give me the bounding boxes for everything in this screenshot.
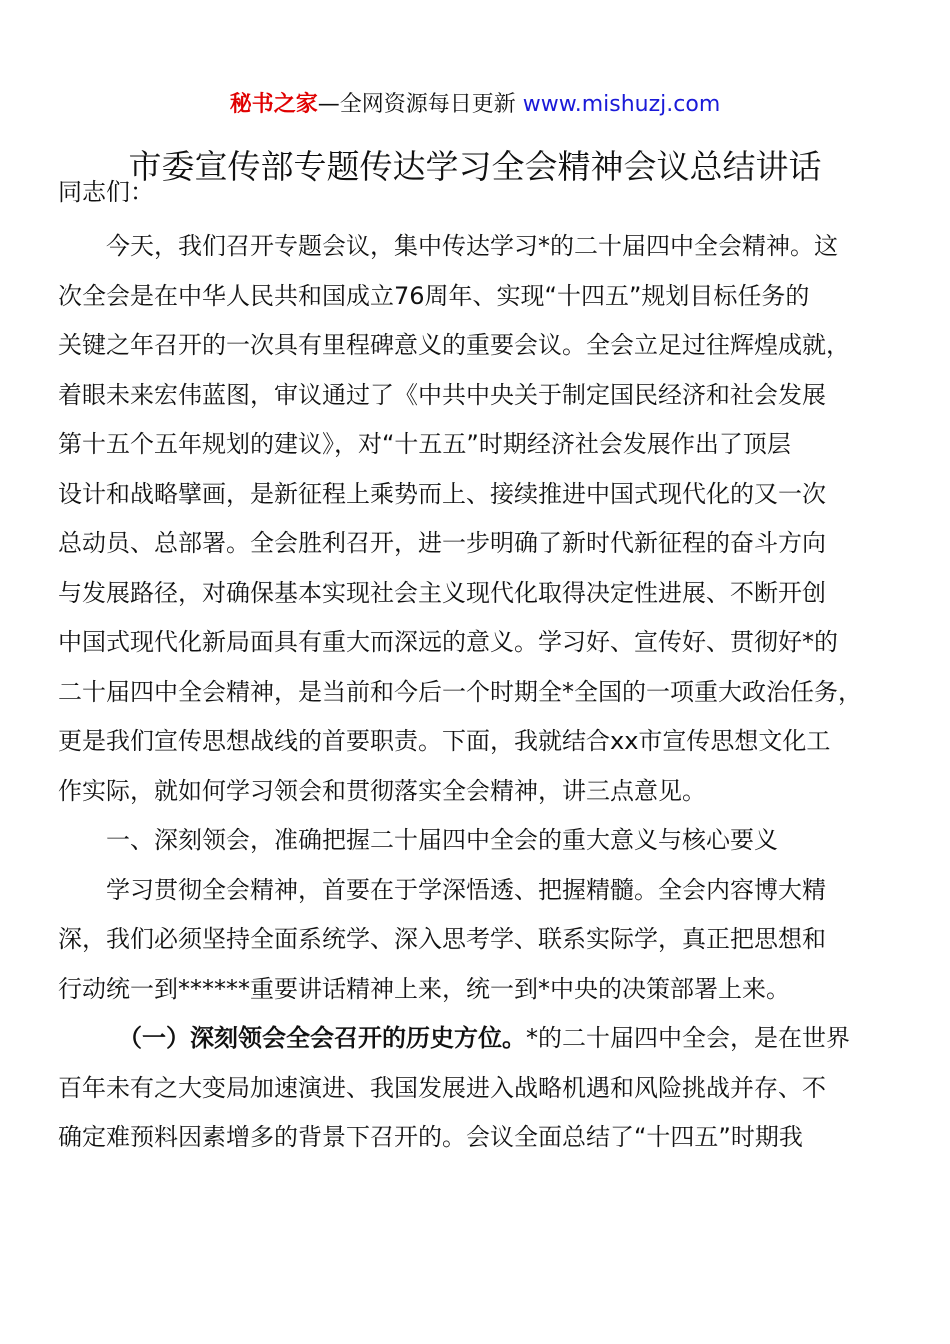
- document-body: [58, 170, 894, 1163]
- paragraph-line: 二十届四中全会精神，是当前和今后一个时期全*全国的一项重大政治任务，: [58, 677, 862, 706]
- site-header: [0, 88, 950, 122]
- paragraph-line: 次全会是在中华人民共和国成立76周年、实现“十四五”规划目标任务的: [58, 281, 810, 310]
- paragraph-line: 百年未有之大变局加速演进、我国发展进入战略机遇和风险挑战并存、不: [58, 1073, 826, 1102]
- paragraph-line: 设计和战略擘画，是新征程上乘势而上、接续推进中国式现代化的又一次: [58, 479, 826, 508]
- document-title: 市委宣传部专题传达学习全会精神会议总结讲话: [128, 147, 822, 186]
- paragraph-line: 今天，我们召开专题会议，集中传达学习*的二十届四中全会精神。这: [106, 232, 838, 260]
- paragraph-line: 第十五个五年规划的建议》，对“十五五”时期经济社会发展作出了顶层: [58, 430, 791, 458]
- paragraph-line: 行动统一到******重要讲话精神上来，统一到*中央的决策部署上来。: [58, 974, 790, 1003]
- paragraph-line: 深，我们必须坚持全面系统学、深入思考学、联系实际学，真正把思想和: [58, 925, 826, 953]
- site-tagline: —全网资源每日更新: [317, 92, 516, 117]
- paragraph-line: 总动员、总部署。全会胜利召开，进一步明确了新时代新征程的奋斗方向: [58, 529, 826, 557]
- paragraph-line: 关键之年召开的一次具有里程碑意义的重要会议。全会立足过往辉煌成就，: [58, 331, 850, 359]
- paragraph-line: 更是我们宣传思想战线的首要职责。下面，我就结合xx市宣传思想文化工: [58, 727, 831, 755]
- paragraph-line: 学习贯彻全会精神，首要在于学深悟透、把握精髓。全会内容博大精: [106, 875, 826, 904]
- site-brand: 秘书之家: [229, 92, 318, 117]
- subsection-paragraph-first-line: [58, 1014, 894, 1064]
- subsection-text: *的二十届四中全会，是在世界: [526, 1024, 850, 1052]
- paragraph-line: 作实际，就如何学习领会和贯彻落实全会精神，讲三点意见。: [58, 776, 706, 805]
- site-url-link[interactable]: www.mishuzj.com: [522, 92, 721, 117]
- paragraph-line: 与发展路径，对确保基本实现社会主义现代化取得决定性进展、不断开创: [58, 578, 826, 607]
- salutation: 同志们：: [58, 178, 154, 206]
- paragraph-line: 着眼未来宏伟蓝图，审议通过了《中共中央关于制定国民经济和社会发展: [58, 380, 826, 409]
- subsection-heading: （一）深刻领会全会召开的历史方位。: [118, 1024, 526, 1052]
- section-heading: 一、深刻领会，准确把握二十届四中全会的重大意义与核心要义: [106, 826, 778, 854]
- paragraph-line: 中国式现代化新局面具有重大而深远的意义。学习好、宣传好、贯彻好*的: [58, 628, 838, 656]
- paragraph-line: 确定难预料因素增多的背景下召开的。会议全面总结了“十四五”时期我: [58, 1123, 803, 1151]
